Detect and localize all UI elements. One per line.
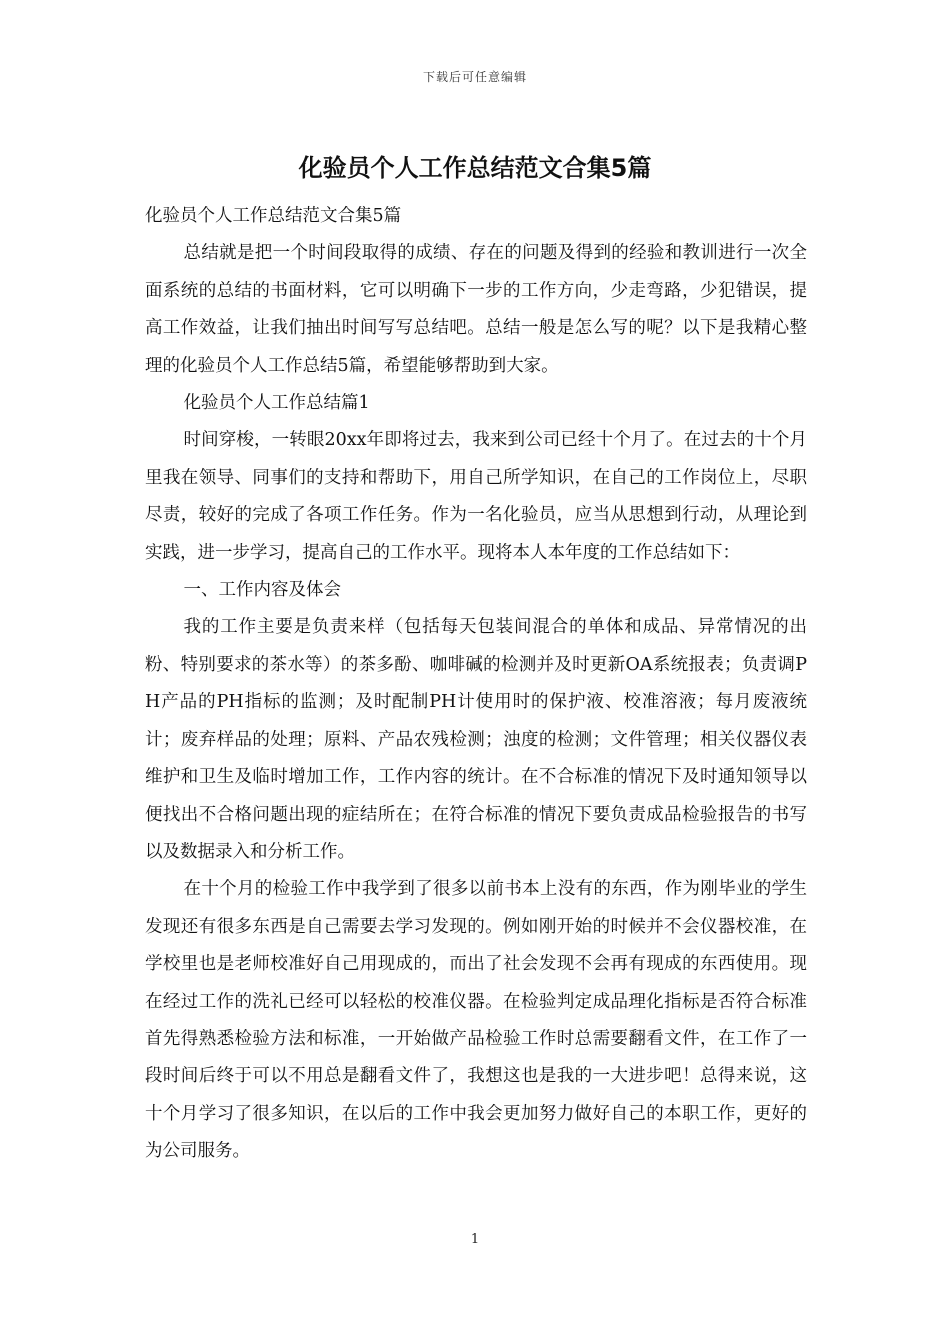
body-paragraph: 我的工作主要是负责来样（包括每天包装间混合的单体和成品、异常情况的出粉、特别要求的茶水等）的茶多酚、咖啡碱的检测并及时更新OA系统报表；负责调PH产品的PH指标的监测；及时配制PH计使用时的保护液、校准溶液；每月废液统计；废弃样品的处理；原料、产品农残检测；浊度的检测；文件管理；相关仪器仪表维护和卫生及临时增加工作，工作内容的统计。在不合标准的情况下及时通知领导以便找出不合格问题出现的症结所在；在符合标准的情况下要负责成品检验报告的书写以及数据录入和分析工作。	[145, 617, 807, 862]
section-heading-part1: 化验员个人工作总结篇1	[183, 393, 370, 414]
page-number: 1	[470, 1232, 480, 1247]
document-body	[145, 198, 807, 1171]
document-subtitle: 化验员个人工作总结范文合集5篇	[145, 206, 402, 226]
intro-paragraph: 总结就是把一个时间段取得的成绩、存在的问题及得到的经验和教训进行一次全面系统的总结的书面材料，它可以明确下一步的工作方向，少走弯路，少犯错误，提高工作效益，让我们抽出时间写写总结吧。总结一般是怎么写的呢？以下是我精心整理的化验员个人工作总结5篇，希望能够帮助到大家。	[145, 243, 807, 376]
section-heading-work-content: 一、工作内容及体会	[183, 580, 341, 601]
header-note: 下载后可任意编辑	[422, 70, 527, 84]
document-title: 化验员个人工作总结范文合集5篇	[298, 154, 652, 182]
body-paragraph: 时间穿梭，一转眼20xx年即将过去，我来到公司已经十个月了。在过去的十个月里我在领导、同事们的支持和帮助下，用自己所学知识，在自己的工作岗位上，尽职尽责，较好的完成了各项工作任务。作为一名化验员，应当从思想到行动，从理论到实践，进一步学习，提高自己的工作水平。现将本人本年度的工作总结如下：	[145, 430, 807, 563]
body-paragraph: 在十个月的检验工作中我学到了很多以前书本上没有的东西，作为刚毕业的学生发现还有很多东西是自己需要去学习发现的。例如刚开始的时候并不会仪器校准，在学校里也是老师校准好自己用现成的，而出了社会发现不会再有现成的东西使用。现在经过工作的洗礼已经可以轻松的校准仪器。在检验判定成品理化指标是否符合标准首先得熟悉检验方法和标准，一开始做产品检验工作时总需要翻看文件，在工作了一段时间后终于可以不用总是翻看文件了，我想这也是我的一大进步吧！总得来说，这十个月学习了很多知识，在以后的工作中我会更加努力做好自己的本职工作，更好的为公司服务。	[145, 879, 807, 1162]
